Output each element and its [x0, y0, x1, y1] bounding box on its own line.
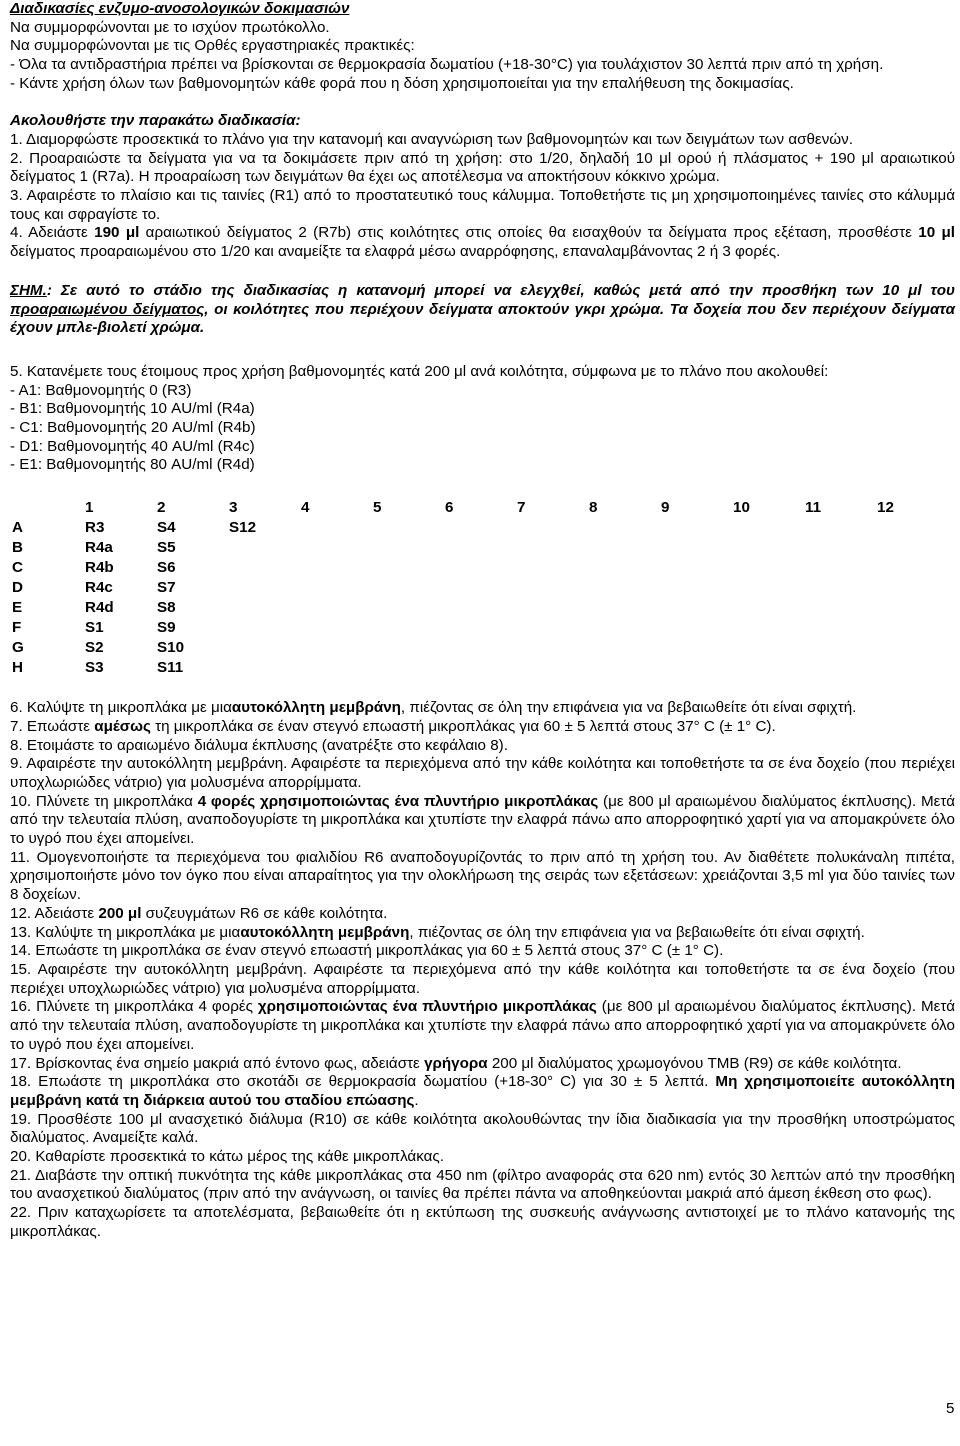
plate-well: S10: [157, 639, 185, 657]
plate-well: [800, 578, 872, 598]
plate-well: [440, 658, 512, 678]
page-number: 5: [946, 1400, 955, 1417]
plate-well: [656, 538, 728, 558]
step-text-bold: 190 μl: [94, 224, 140, 242]
intro-line: Να συμμορφώνονται με το ισχύον πρωτόκολλο.: [10, 18, 330, 36]
plate-well: S5: [157, 539, 176, 557]
step-21: [10, 1167, 955, 1204]
plate-well: [872, 638, 944, 658]
plate-well: [728, 658, 800, 678]
step-text: 19. Προσθέστε 100 μl ανασχετικό διάλυμα (R10) σε κάθε κοιλότητα ακολουθώντας την ίδια διαδικασία για την προσθήκη υποστρώματος διαλύματος. Αναμείξτε καλά.: [10, 1110, 955, 1147]
note-text-underlined: προαραιωμένου δείγματος: [10, 300, 205, 318]
plate-well: [800, 558, 872, 578]
plate-well: R4c: [85, 579, 113, 597]
plate-well: [440, 538, 512, 558]
plate-well: [224, 558, 296, 578]
plate-well: [728, 538, 800, 558]
step-text: 15. Αφαιρέστε την αυτοκόλλητη μεμβράνη. Αφαιρέστε τα περιεχόμενα από την κάθε κοιλότητα και τοποθετήστε τα σε ένα δοχείο (που περιέχει υποχλωριώδες νάτριο) για μολυσμένα απορρίμματα.: [10, 961, 955, 997]
plate-column-header: 9: [661, 499, 670, 517]
plate-column-header: 4: [301, 499, 310, 517]
plate-well: S3: [85, 659, 104, 677]
plate-well: [584, 558, 656, 578]
step-text: 3. Αφαιρέστε το πλαίσιο και τις ταινίες (R1) από το προστατευτικό τους κάλυμμα. Τοποθετήστε τις μη χρησιμοποιημένες ταινίες στο κάλυμμά τους και σφραγίστε το.: [10, 187, 955, 223]
plate-well: [728, 638, 800, 658]
step-text: 9. Αφαιρέστε την αυτοκόλλητη μεμβράνη. Αφαιρέστε τα περιεχόμενα από την κάθε κοιλότητα και τοποθετήστε τα σε ένα δοχείο (που περιέχει υποχλωριώδες νάτριο) για μολυσμένα απορρίμματα.: [10, 755, 955, 791]
step-14: [10, 942, 955, 961]
step-text: 2. Προαραιώστε τα δείγματα για να τα δοκιμάσετε πριν από τη χρήση: στο 1/20, δηλαδή 10 μl ορού ή πλάσματος + 190 μl αραιωτικού δείγματος 1 (R7a). Η προαραίωση των δειγμάτων θα έχει ως αποτέλεσμα να αποκτήσουν κόκκινο χρώμα.: [10, 149, 955, 186]
plate-row-label: D: [12, 579, 23, 597]
plate-well: [368, 618, 440, 638]
plate-well: [872, 518, 944, 538]
step-text: , πιέζοντας σε όλη την επιφάνεια για να βεβαιωθείτε ότι είναι σφιχτή.: [400, 699, 857, 717]
plate-row-label: A: [12, 519, 23, 537]
step-5: [10, 363, 955, 382]
calibrator-item: - E1: Βαθμονομητής 80 AU/ml (R4d): [10, 456, 255, 474]
plate-well: S1: [85, 619, 104, 637]
plate-well: [872, 618, 944, 638]
step-text: αραιωτικού δείγματος 2 (R7b) στις κοιλότητες στις οποίες θα εισαχθούν τα δείγματα προς εξέταση, προσθέστε: [139, 224, 919, 242]
plate-well: [296, 558, 368, 578]
step-15: [10, 961, 955, 998]
plate-well: [584, 638, 656, 658]
plate-well: [224, 618, 296, 638]
plate-well: [224, 538, 296, 558]
plate-well: [800, 598, 872, 618]
plate-well: [296, 598, 368, 618]
plate-corner-cell: [10, 498, 80, 518]
plate-column-header: 3: [229, 499, 238, 517]
plate-well: [872, 658, 944, 678]
plate-well: [584, 598, 656, 618]
step-text: (με 800 μl αραιωμένου διαλύματος έκπλυσης). Μετά από την τελευταία πλύση, αναποδογυρίστε τη μικροπλάκα και χτυπίστε την ελαφρά πάνω απο απορροφητικό χαρτί για να απομακρύνετε όλο το υγρό που έχει απομείνει.: [10, 998, 955, 1053]
step-13: [10, 924, 955, 943]
step-text: 4. Αδειάστε: [10, 224, 95, 242]
note-label: ΣΗΜ.: [10, 281, 47, 299]
step-19: [10, 1111, 955, 1148]
step-text: 21. Διαβάστε την οπτική πυκνότητα της κάθε μικροπλάκας στα 450 nm (φίλτρο αναφοράς στα 620 nm) εντός 30 λεπτών από την προσθήκη του ανασχετικού διαλύματος (πριν από την ανάγνωση, οι ταινίες θα πρέπει πάντα να αποθηκεύονται μακριά από άμεση έκθεση στο φως).: [10, 1166, 955, 1203]
step-text: τη μικροπλάκα σε έναν στεγνό επωαστή μικροπλάκας για 60 ± 5 λεπτά στους 37° C (± 1° C).: [150, 717, 776, 735]
note-text: : Σε αυτό το στάδιο της διαδικασίας η κατανομή μπορεί να ελεγχθεί, καθώς μετά από την προσθήκη των 10 μl του: [46, 281, 955, 299]
step-text: 6. Καλύψτε τη μικροπλάκα με μια: [10, 699, 232, 717]
step-text: 7. Επωάστε: [10, 717, 95, 735]
plate-well: [368, 518, 440, 538]
step-text: 20. Καθαρίστε προσεκτικά το κάτω μέρος της κάθε μικροπλάκας.: [10, 1148, 444, 1166]
intro-bullet: - Κάντε χρήση όλων των βαθμονομητών κάθε φορά που η δόση χρησιμοποιείται για την επαλήθευση της δοκιμασίας.: [10, 74, 794, 92]
calibrator-item: - B1: Βαθμονομητής 10 AU/ml (R4a): [10, 400, 255, 418]
plate-well: [440, 598, 512, 618]
plate-row-label: G: [12, 639, 24, 657]
plate-column-header: 8: [589, 499, 598, 517]
plate-well: [872, 598, 944, 618]
step-7: [10, 718, 955, 737]
step-text: 18. Επωάστε τη μικροπλάκα στο σκοτάδι σε θερμοκρασία δωματίου (+18-30° C) για 30 ± 5 λεπτά.: [10, 1073, 716, 1091]
plate-row-label: C: [12, 559, 23, 577]
step-text: 14. Επωάστε τη μικροπλάκα σε έναν στεγνό επωαστή μικροπλάκας για 60 ± 5 λεπτά στους 37° C (± 1° C).: [10, 942, 724, 960]
step-2: [10, 150, 955, 187]
step-4: [10, 224, 955, 261]
plate-well: [800, 538, 872, 558]
plate-well: [872, 538, 944, 558]
step-text: 200 μl διαλύματος χρωμογόνου TMB (R9) σε κάθε κοιλότητα.: [487, 1054, 902, 1072]
step-text: .: [414, 1091, 419, 1109]
plate-well: [296, 638, 368, 658]
note-text: , οι κοιλότητες που περιέχουν δείγματα αποκτούν γκρι χρώμα. Τα δοχεία που δεν περιέχουν δείγματα έχουν μπλε-βιολετί χρώμα.: [10, 300, 955, 337]
plate-well: [368, 578, 440, 598]
plate-well: [728, 578, 800, 598]
plate-well: [728, 598, 800, 618]
plate-well: [728, 558, 800, 578]
calibrator-item: - A1: Βαθμονομητής 0 (R3): [10, 381, 192, 399]
step-text: 10. Πλύνετε τη μικροπλάκα: [10, 792, 198, 810]
plate-row-label: F: [12, 619, 22, 637]
intro-bullet: - Όλα τα αντιδραστήρια πρέπει να βρίσκονται σε θερμοκρασία δωματίου (+18-30°C) για τουλάχιστον 30 λεπτά πριν από τη χρήση.: [10, 56, 884, 74]
step-16: [10, 998, 955, 1054]
step-9: [10, 755, 955, 792]
step-20: [10, 1148, 955, 1167]
plate-well: [656, 598, 728, 618]
plate-well: [224, 638, 296, 658]
plate-well: [296, 578, 368, 598]
step-1: [10, 131, 955, 150]
plate-well: S2: [85, 639, 104, 657]
plate-well: [224, 578, 296, 598]
step-22: [10, 1204, 955, 1241]
step-text: 13. Καλύψτε τη μικροπλάκα με μια: [10, 923, 241, 941]
plate-well: [584, 658, 656, 678]
plate-well: [512, 598, 584, 618]
step-text-bold: χρησιμοποιώντας ένα πλυντήριο μικροπλάκας: [257, 998, 597, 1016]
step-text: 1. Διαμορφώστε προσεκτικά το πλάνο για την κατανομή και αναγνώριση των βαθμονομητών και των δειγμάτων των ασθενών.: [10, 130, 853, 148]
step-text-bold: 200 μl: [98, 904, 142, 922]
step-text-bold: αυτοκόλλητη μεμβράνη: [240, 923, 410, 941]
plate-well: [512, 538, 584, 558]
step-text: 22. Πριν καταχωρίσετε τα αποτελέσματα, βεβαιωθείτε ότι η εκτύπωση της συσκευής ανάγνωσης αντιστοιχεί με το πλάνο κατανομής της μικροπλάκας.: [10, 1204, 955, 1240]
plate-well: S6: [157, 559, 176, 577]
plate-well: [512, 578, 584, 598]
plate-well: [440, 558, 512, 578]
plate-well: S12: [229, 519, 257, 537]
plate-well: [584, 578, 656, 598]
plate-well: S9: [157, 619, 176, 637]
step-text: 8. Ετοιμάστε το αραιωμένο διάλυμα έκπλυσης (ανατρέξτε στο κεφάλαιο 8).: [10, 736, 508, 754]
plate-well: [584, 538, 656, 558]
document-title: Διαδικασίες ενζυμο-ανοσολογικών δοκιμασιών: [10, 0, 350, 17]
plate-well: [440, 578, 512, 598]
plate-well: [800, 658, 872, 678]
plate-row-label: B: [12, 539, 23, 557]
plate-well: [296, 618, 368, 638]
step-text: , πιέζοντας σε όλη την επιφάνεια για να βεβαιωθείτε ότι είναι σφιχτή.: [409, 923, 865, 941]
note-paragraph: [10, 282, 955, 338]
plate-column-header: 6: [445, 499, 454, 517]
step-11: [10, 849, 955, 905]
plate-well: [440, 638, 512, 658]
plate-well: [368, 558, 440, 578]
plate-column-header: 1: [85, 499, 94, 517]
step-text: 12. Αδειάστε: [10, 904, 99, 922]
plate-well: R4b: [85, 559, 114, 577]
calibrator-item: - D1: Βαθμονομητής 40 AU/ml (R4c): [10, 437, 255, 455]
plate-well: S7: [157, 579, 176, 597]
plate-well: [368, 538, 440, 558]
step-text-bold: αμέσως: [94, 717, 151, 735]
step-text: 11. Ομογενοποιήστε τα περιεχόμενα του φιαλιδίου R6 αναποδογυρίζοντάς το πριν από τη χρήση του. Αν διαθέτετε πολυκάναλη πιπέτα, χρησιμοποιήστε μόνο τον όγκο που είναι απαραίτητος για την ολοκλήρωση της σειράς των εξετάσεων: χρειάζονται 3,5 ml για δύο ταινίες των 8 δοχείων.: [10, 848, 955, 904]
plate-well: [224, 598, 296, 618]
plate-well: [728, 518, 800, 538]
plate-well: [656, 578, 728, 598]
step-text: 17. Βρίσκοντας ένα σημείο μακριά από έντονο φως, αδειάστε: [10, 1054, 425, 1072]
step-10: [10, 793, 955, 849]
plate-column-header: 5: [373, 499, 382, 517]
plate-well: [440, 618, 512, 638]
step-6: [10, 699, 955, 718]
plate-well: [584, 618, 656, 638]
step-text: δείγματος προαραιωμένου στο 1/20 και αναμείξτε τα ελαφρά μέσω αναρρόφησης, επαναλαμβάνοντας 2 ή 3 φορές.: [10, 243, 781, 261]
plate-well: [656, 518, 728, 538]
plate-column-header: 2: [157, 499, 166, 517]
step-text: (με 800 μl αραιωμένου διαλύματος έκπλυσης). Μετά από την τελευταία πλύση, αναποδογυρίστε τη μικροπλάκα και χτυπίστε την ελαφρά πάνω απο απορροφητικό χαρτί για να απομακρύνετε όλο το υγρό που έχει απομείνει.: [10, 792, 955, 848]
plate-well: [656, 618, 728, 638]
step-text-bold: 10 μl: [918, 224, 956, 242]
plate-well: [512, 618, 584, 638]
plate-well: [512, 518, 584, 538]
procedure-heading: Ακολουθήστε την παρακάτω διαδικασία:: [10, 112, 301, 130]
step-text: 16. Πλύνετε τη μικροπλάκα 4 φορές: [10, 998, 258, 1016]
plate-well: [728, 618, 800, 638]
step-text: συζευγμάτων R6 σε κάθε κοιλότητα.: [141, 904, 388, 922]
step-12: [10, 905, 955, 924]
intro-line: Να συμμορφώνονται με τις Ορθές εργαστηριακές πρακτικές:: [10, 37, 415, 55]
plate-well: [584, 518, 656, 538]
plate-well: [872, 558, 944, 578]
step-text-bold: 4 φορές χρησιμοποιώντας ένα πλυντήριο μικροπλάκας: [197, 792, 599, 810]
plate-well: [656, 558, 728, 578]
plate-row-label: H: [12, 659, 23, 677]
step-text-bold: Μη χρησιμοποιείτε αυτοκόλλητη μεμβράνη κατά τη διάρκεια αυτού του σταδίου επώασης: [10, 1073, 955, 1109]
plate-well: R4d: [85, 599, 114, 617]
plate-well: [512, 658, 584, 678]
step-17: [10, 1055, 955, 1074]
step-3: [10, 187, 955, 224]
plate-well: [296, 538, 368, 558]
calibrator-item: - C1: Βαθμονομητής 20 AU/ml (R4b): [10, 419, 256, 437]
plate-well: [872, 578, 944, 598]
plate-row-label: E: [12, 599, 23, 617]
plate-well: [656, 638, 728, 658]
plate-column-header: 7: [517, 499, 526, 517]
plate-column-header: 10: [733, 499, 750, 517]
plate-well: [512, 638, 584, 658]
document-body: [10, 0, 955, 1242]
plate-well: [800, 518, 872, 538]
step-8: [10, 737, 955, 756]
plate-well: [512, 558, 584, 578]
plate-column-header: 11: [805, 499, 822, 517]
plate-well: [368, 658, 440, 678]
plate-layout-table: [10, 498, 955, 678]
plate-well: [656, 658, 728, 678]
plate-well: [800, 638, 872, 658]
plate-column-header: 12: [877, 499, 894, 517]
plate-well: [440, 518, 512, 538]
plate-well: [800, 618, 872, 638]
plate-well: [224, 658, 296, 678]
step-text-bold: αυτοκόλλητη μεμβράνη: [231, 699, 401, 717]
plate-well: [296, 518, 368, 538]
plate-well: S11: [157, 659, 184, 677]
plate-well: S4: [157, 519, 176, 537]
plate-well: [368, 598, 440, 618]
plate-well: [368, 638, 440, 658]
plate-well: R4a: [85, 539, 113, 557]
step-text-bold: γρήγορα: [424, 1054, 488, 1072]
plate-well: R3: [85, 519, 105, 537]
step-18: [10, 1073, 955, 1110]
plate-well: S8: [157, 599, 176, 617]
plate-well: [296, 658, 368, 678]
step-text: 5. Κατανέμετε τους έτοιμους προς χρήση βαθμονομητές κατά 200 μl ανά κοιλότητα, σύμφωνα με το πλάνο που ακολουθεί:: [10, 362, 829, 380]
